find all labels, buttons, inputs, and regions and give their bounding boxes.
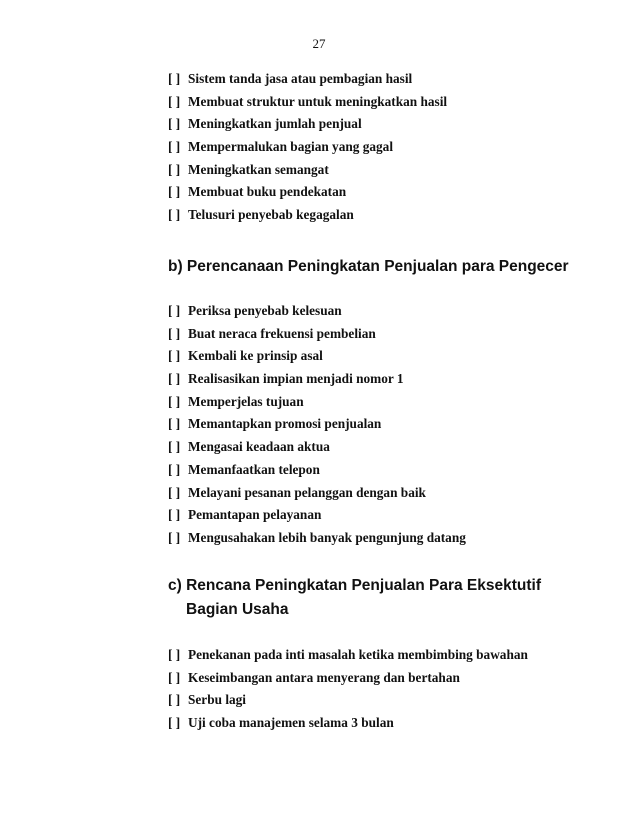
checklist-item-text: Membuat struktur untuk meningkatkan hasil bbox=[188, 93, 448, 109]
checkbox-bracket: [ ] bbox=[168, 647, 181, 662]
checklist-item bbox=[168, 459, 466, 482]
checklist-section-c bbox=[168, 644, 528, 735]
checkbox-bracket: [ ] bbox=[168, 529, 181, 545]
checkbox-bracket: [ ] bbox=[168, 507, 181, 523]
checklist-item bbox=[168, 689, 528, 712]
checkbox-bracket: [ ] bbox=[168, 161, 181, 177]
checklist-item-text: Membuat buku pendekatan bbox=[188, 184, 347, 200]
checklist-item bbox=[168, 482, 466, 505]
checkbox-bracket: [ ] bbox=[168, 439, 181, 455]
checklist-section-b bbox=[168, 300, 466, 550]
checkbox-bracket: [ ] bbox=[168, 461, 181, 477]
checklist-item bbox=[168, 527, 466, 550]
checklist-item bbox=[168, 159, 447, 182]
checklist-item-text: Uji coba manajemen selama 3 bulan bbox=[188, 715, 394, 731]
section-c-heading bbox=[168, 574, 541, 622]
checklist-item bbox=[168, 712, 528, 735]
checkbox-bracket: [ ] bbox=[168, 416, 181, 432]
checklist-item bbox=[168, 204, 447, 227]
checklist-item bbox=[168, 413, 466, 436]
checklist-item-text: Memanfaatkan telepon bbox=[188, 461, 320, 477]
checklist-item-text: Mempermalukan bagian yang gagal bbox=[188, 139, 394, 155]
page-number: 27 bbox=[312, 36, 326, 51]
checklist-item-text: Periksa penyebab kelesuan bbox=[188, 303, 342, 318]
checklist-item-text: Meningkatkan semangat bbox=[188, 161, 329, 177]
checklist-item-text: Memantapkan promosi penjualan bbox=[188, 416, 382, 432]
checkbox-bracket: [ ] bbox=[168, 93, 181, 109]
checklist-item-text: Pemantapan pelayanan bbox=[188, 507, 322, 523]
checkbox-bracket: [ ] bbox=[168, 207, 181, 223]
checkbox-bracket: [ ] bbox=[168, 139, 181, 155]
checklist-item-text: Mengusahakan lebih banyak pengunjung datang bbox=[188, 529, 466, 545]
checkbox-bracket: [ ] bbox=[168, 348, 181, 364]
checklist-item bbox=[168, 91, 447, 114]
checklist-item bbox=[168, 181, 447, 204]
checklist-item-text: Meningkatkan jumlah penjual bbox=[188, 116, 362, 132]
checklist-item-text: Melayani pesanan pelanggan dengan baik bbox=[188, 484, 426, 500]
checklist-item-text: Penekanan pada inti masalah ketika membimbing bawahan bbox=[188, 647, 528, 662]
checklist-item-text: Memperjelas tujuan bbox=[188, 393, 304, 409]
checklist-item bbox=[168, 436, 466, 459]
checkbox-bracket: [ ] bbox=[168, 371, 181, 387]
checklist-item-text: Sistem tanda jasa atau pembagian hasil bbox=[188, 71, 413, 86]
checklist-item bbox=[168, 113, 447, 136]
checklist-item bbox=[168, 667, 528, 690]
checklist-item-text: Telusuri penyebab kegagalan bbox=[188, 207, 354, 223]
checkbox-bracket: [ ] bbox=[168, 692, 181, 708]
checkbox-bracket: [ ] bbox=[168, 484, 181, 500]
checkbox-bracket: [ ] bbox=[168, 393, 181, 409]
checkbox-bracket: [ ] bbox=[168, 184, 181, 200]
checklist-item-text: Realisasikan impian menjadi nomor 1 bbox=[188, 371, 404, 387]
section-b-heading bbox=[168, 255, 569, 279]
checklist-item bbox=[168, 391, 466, 414]
checklist-item bbox=[168, 368, 466, 391]
checklist-item-text: Buat neraca frekuensi pembelian bbox=[188, 325, 376, 341]
checkbox-bracket: [ ] bbox=[168, 325, 181, 341]
checklist-section-a bbox=[168, 68, 447, 227]
checkbox-bracket: [ ] bbox=[168, 669, 181, 685]
checkbox-bracket: [ ] bbox=[168, 116, 181, 132]
checklist-item-text: Mengasai keadaan aktua bbox=[188, 439, 330, 455]
checkbox-bracket: [ ] bbox=[168, 715, 181, 731]
checklist-item bbox=[168, 345, 466, 368]
section-c-heading-line1: c) Rencana Peningkatan Penjualan Para Eksektutif bbox=[168, 577, 541, 594]
checklist-item bbox=[168, 644, 528, 667]
checklist-item bbox=[168, 504, 466, 527]
section-b-heading-text: b) Perencanaan Peningkatan Penjualan para Pengecer bbox=[168, 258, 569, 275]
checklist-item bbox=[168, 136, 447, 159]
checkbox-bracket: [ ] bbox=[168, 71, 181, 86]
section-c-heading-line2: Bagian Usaha bbox=[186, 601, 289, 618]
checklist-item bbox=[168, 300, 466, 323]
checklist-item bbox=[168, 323, 466, 346]
checklist-item-text: Keseimbangan antara menyerang dan bertahan bbox=[188, 669, 460, 685]
checklist-item-text: Kembali ke prinsip asal bbox=[188, 348, 323, 364]
checklist-item-text: Serbu lagi bbox=[188, 692, 246, 708]
checklist-item bbox=[168, 68, 447, 91]
checkbox-bracket: [ ] bbox=[168, 303, 181, 318]
